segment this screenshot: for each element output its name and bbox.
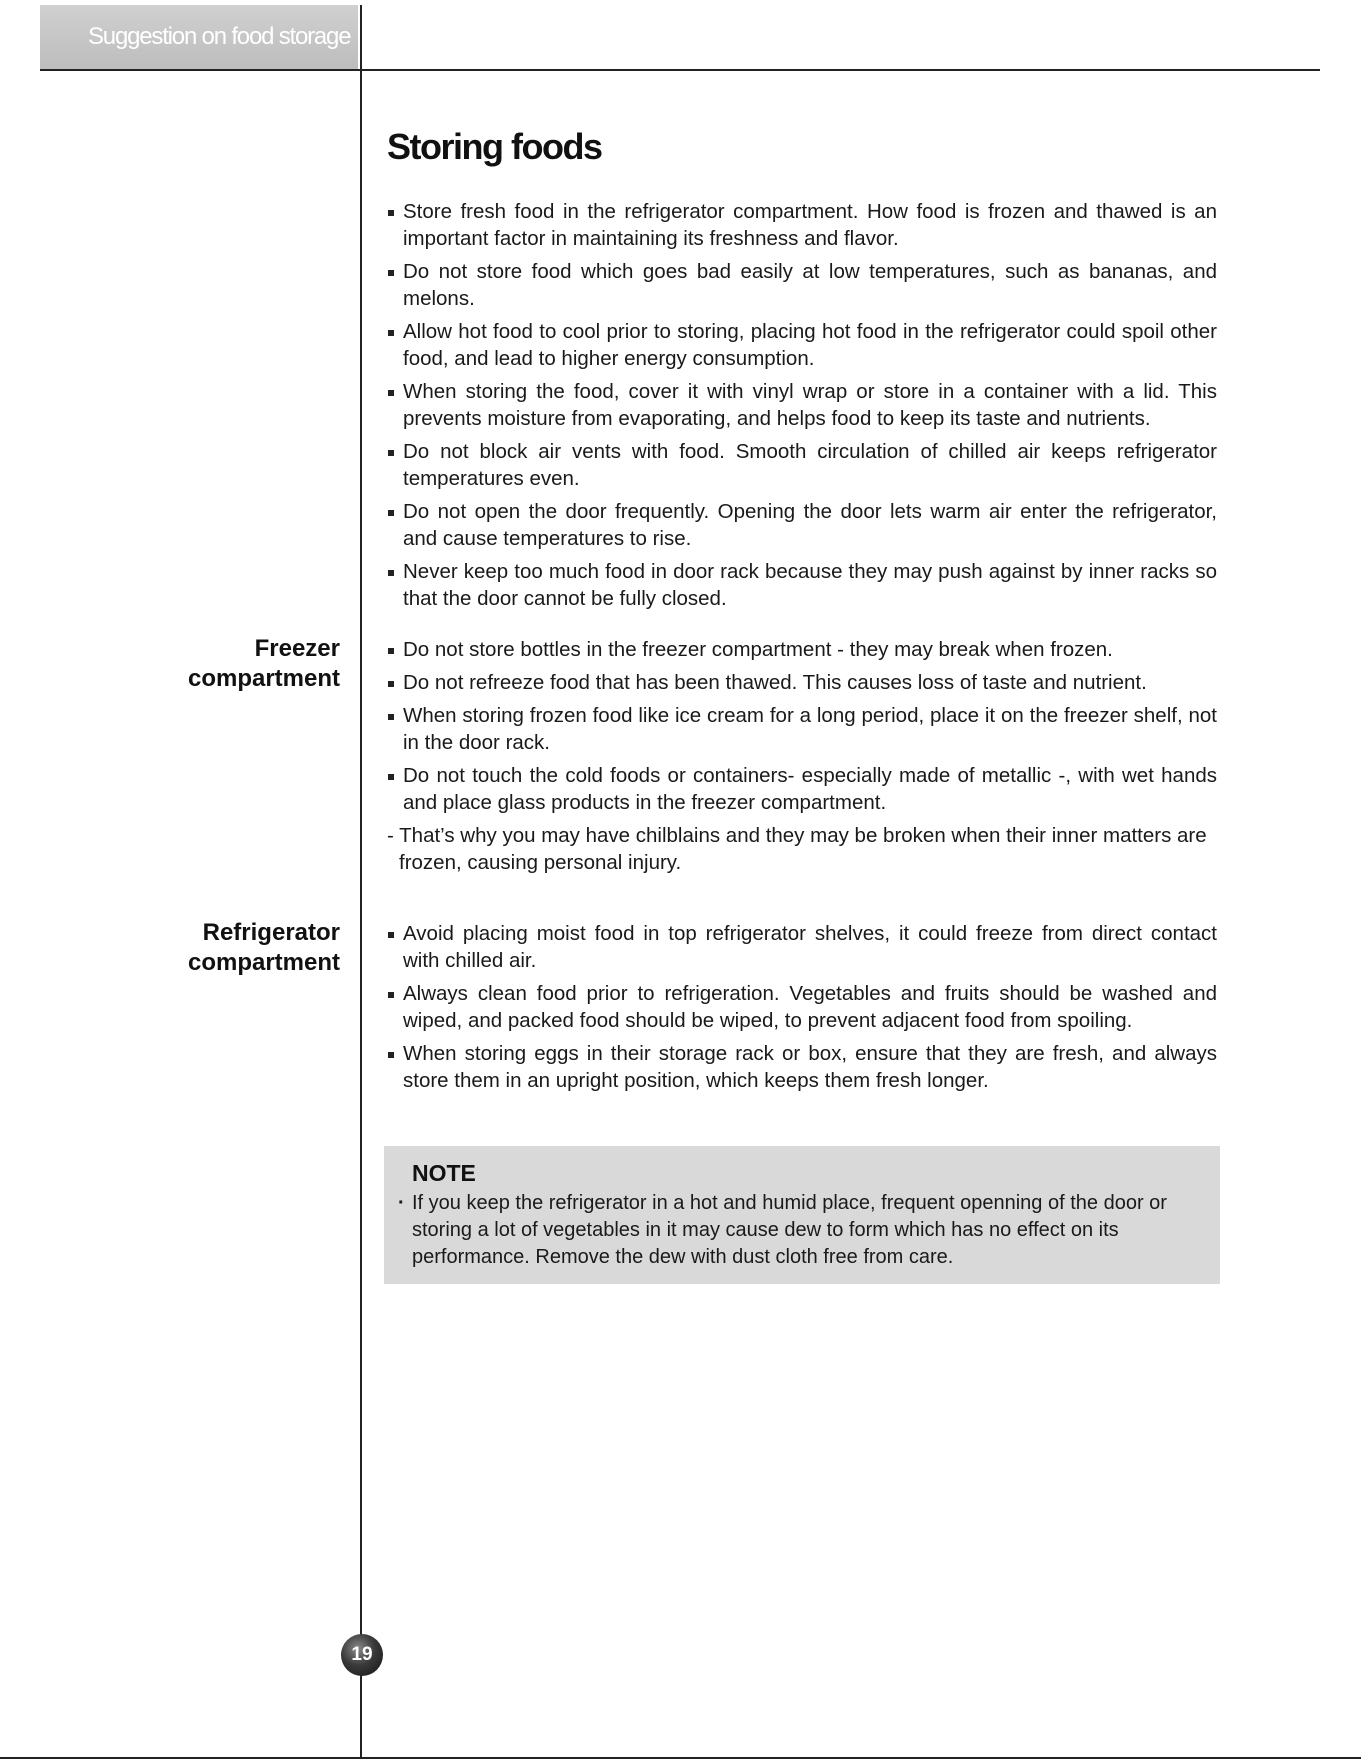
note-box — [384, 1146, 1220, 1284]
general-section — [387, 198, 1217, 618]
note-heading: NOTE — [412, 1160, 476, 1186]
freezer-heading-line1: Freezer — [254, 635, 340, 662]
refrigerator-heading-line2: compartment — [187, 949, 340, 976]
page-number: 19 — [351, 1644, 373, 1665]
section-header-tab — [40, 5, 358, 69]
freezer-section — [387, 636, 1217, 876]
list-item: Do not block air vents with food. Smooth circulation of chilled air keeps refrigerator temperatures even. — [387, 438, 1217, 492]
freezer-heading — [150, 634, 340, 694]
footer-divider — [0, 1757, 1361, 1759]
list-item: Avoid placing moist food in top refrigerator shelves, it could freeze from direct contact with chilled air. — [387, 920, 1217, 974]
freezer-heading-line2: compartment — [187, 665, 340, 692]
note-text: · If you keep the refrigerator in a hot and humid place, frequent openning of the door or storing a lot of vegetables in it may cause dew to form which has no effect on its performance. Remove the dew with dust cloth free from care. — [412, 1190, 1192, 1271]
page-title: Storing foods — [387, 126, 602, 167]
list-item: Do not store food which goes bad easily at low temperatures, such as bananas, and melons. — [387, 258, 1217, 312]
list-item: When storing frozen food like ice cream for a long period, place it on the freezer shelf, not in the door rack. — [387, 702, 1217, 756]
refrigerator-heading-line1: Refrigerator — [202, 919, 340, 946]
general-list — [387, 198, 1217, 612]
list-item: When storing eggs in their storage rack or box, ensure that they are fresh, and always store them in an upright position, which keeps them fresh longer. — [387, 1040, 1217, 1094]
section-header-label: Suggestion on food storage — [88, 23, 351, 50]
margin-divider — [360, 5, 362, 1757]
page-number-badge — [341, 1634, 383, 1676]
list-item: Never keep too much food in door rack because they may push against by inner racks so that the door cannot be fully closed. — [387, 558, 1217, 612]
list-item: Store fresh food in the refrigerator compartment. How food is frozen and thawed is an important factor in maintaining its freshness and flavor. — [387, 198, 1217, 252]
freezer-dash-note: - That’s why you may have chilblains and they may be broken when their inner matters are frozen, causing personal injury. — [387, 824, 1207, 874]
refrigerator-section — [387, 920, 1217, 1100]
refrigerator-heading — [150, 918, 340, 978]
list-item: Allow hot food to cool prior to storing, placing hot food in the refrigerator could spoil other food, and lead to higher energy consumption. — [387, 318, 1217, 372]
freezer-list — [387, 636, 1217, 816]
list-item: Do not refreeze food that has been thawed. This causes loss of taste and nutrient. — [387, 669, 1217, 696]
list-item: Do not store bottles in the freezer compartment - they may break when frozen. — [387, 636, 1217, 663]
list-item: Always clean food prior to refrigeration. Vegetables and fruits should be washed and wiped, and packed food should be wiped, to prevent adjacent food from spoiling. — [387, 980, 1217, 1034]
list-item: Do not touch the cold foods or containers- especially made of metallic -, with wet hands and place glass products in the freezer compartment. — [387, 762, 1217, 816]
header-divider — [40, 69, 1320, 71]
refrigerator-list — [387, 920, 1217, 1094]
list-item: When storing the food, cover it with vinyl wrap or store in a container with a lid. This prevents moisture from evaporating, and helps food to keep its taste and nutrients. — [387, 378, 1217, 432]
list-item: Do not open the door frequently. Opening the door lets warm air enter the refrigerator, and cause temperatures to rise. — [387, 498, 1217, 552]
